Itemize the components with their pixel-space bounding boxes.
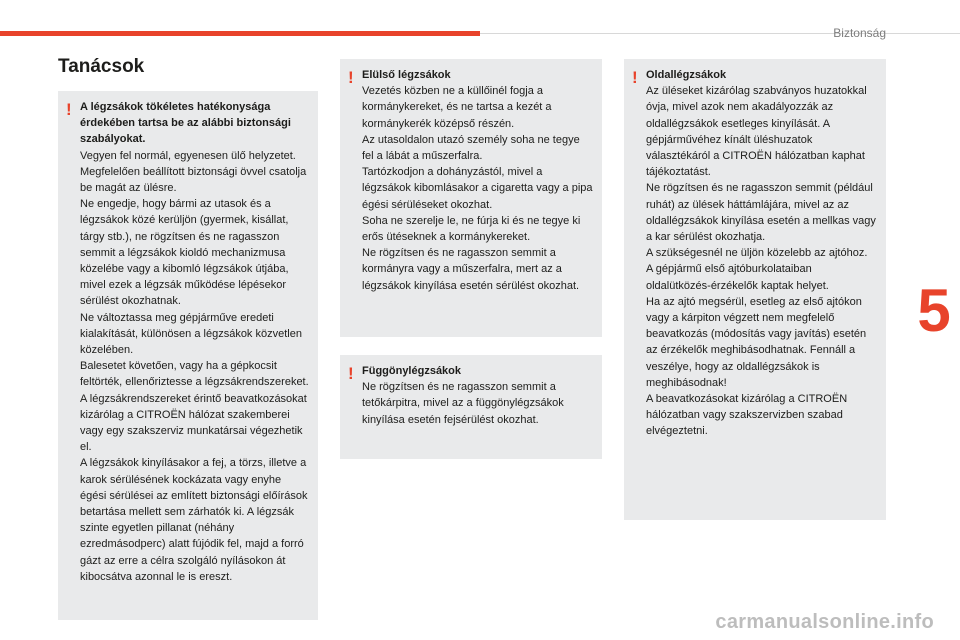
box-heading: Függönylégzsákok xyxy=(362,365,462,377)
box-body: Az üléseket kizárólag szabványos huzatokkal óvja, mivel azok nem akadályozzák az oldallégzsákok esetleges kinyílását. A gépjárművéhez kínált üléshuzatok választékáról a CITROËN hálózatban kaphat tájékoztatást. Ne rögzítsen és ne ragasszon semmit (például ruhát) az ülések háttámlájára, mivel az az oldallégzsákok kinyílása esetén a mellkas vagy a kar sérülést okozhatja. A szükségesnél ne üljön közelebb az ajtóhoz. A gépjármű első ajtóburkolataiban oldalütközés-érzékelők kaptak helyet. Ha az ajtó megsérül, esetleg az első ajtókon vagy a kárpiton végzett nem megfelelő beavatkozás (módosítás vagy javítás) esetén az érzékelők meghibásodhatnak. Fennáll a veszélye, hogy az oldallégzsákok is meghibásodnak! A beavatkozásokat kizárólag a CITROËN hálózatban vagy szakszervizben szabad elvégeztetni. xyxy=(646,85,876,438)
safety-rules-box xyxy=(58,91,318,620)
box-heading: Oldallégzsákok xyxy=(646,69,727,81)
box-heading: A légzsákok tökéletes hatékonysága érdekében tartsa be az alábbi biztonsági szabályokat. xyxy=(80,101,291,146)
header-divider xyxy=(480,33,960,34)
chapter-number: 5 xyxy=(908,258,960,363)
header-accent-bar xyxy=(0,31,480,36)
exclamation-icon: ! xyxy=(348,364,354,383)
side-airbags-box xyxy=(624,59,886,520)
exclamation-icon: ! xyxy=(632,68,638,87)
front-airbags-box xyxy=(340,59,602,337)
page-title: Tanácsok xyxy=(58,56,145,77)
box-heading: Elülső légzsákok xyxy=(362,69,451,81)
exclamation-icon: ! xyxy=(66,100,72,119)
watermark: carmanualsonline.info xyxy=(715,611,934,633)
box-body: Vezetés közben ne a küllőinél fogja a kormánykereket, és ne tartsa a kezét a kormánykerék középső részén. Az utasoldalon utazó személy soha ne tegye fel a lábát a műszerfalra. Tartózkodjon a dohányzástól, mivel a légzsákok kibomlásakor a cigaretta vagy a pipa égési sérüléseket okozhat. Soha ne szerelje le, ne fúrja ki és ne tegye ki erős ütéseknek a kormánykereket. Ne rögzítsen és ne ragasszon semmit a kormányra vagy a műszerfalra, mert az a légzsákok kinyílása esetén sérülést okozhat. xyxy=(362,85,593,292)
box-body: Vegyen fel normál, egyenesen ülő helyzetet. Megfelelően beállított biztonsági övvel csatolja be magát az ülésre. Ne engedje, hogy bármi az utasok és a légzsákok közé kerüljön (gyermek, kisállat, tárgy stb.), ne rögzítsen és ne ragasszon semmit a légzsákok kioldó mechanizmusa közelébe vagy a kibomló légzsákok útjába, mivel ezek a légzsák működése lépésekor sérülést okozhatnak. Ne változtassa meg gépjárműve eredeti kialakítását, különösen a légzsákok közvetlen közelében. Balesetet követően, vagy ha a gépkocsit feltörték, ellenőriztesse a légzsákrendszereket. A légzsákrendszereket érintő beavatkozásokat kizárólag a CITROËN hálózat szakemberei vagy egy szakszerviz munkatársai végezhetik el. A légzsákok kinyílásakor a fej, a törzs, illetve a karok sérülésének kockázata vagy enyhe égési sérülései az említett biztonsági előírások betartása mellett sem zárhatók ki. A légzsák szinte egyetlen pillanat (néhány ezredmásodperc) alatt fújódik fel, majd a forró gázt az erre a célra szolgáló nyílásokon át kibocsátva azonnal le is ereszt. xyxy=(80,149,309,583)
curtain-airbags-box xyxy=(340,355,602,459)
box-body: Ne rögzítsen és ne ragasszon semmit a tetőkárpitra, mivel az a függönylégzsákok kinyílása esetén fejsérülést okozhat. xyxy=(362,381,564,426)
section-title: Biztonság xyxy=(833,26,886,40)
exclamation-icon: ! xyxy=(348,68,354,87)
